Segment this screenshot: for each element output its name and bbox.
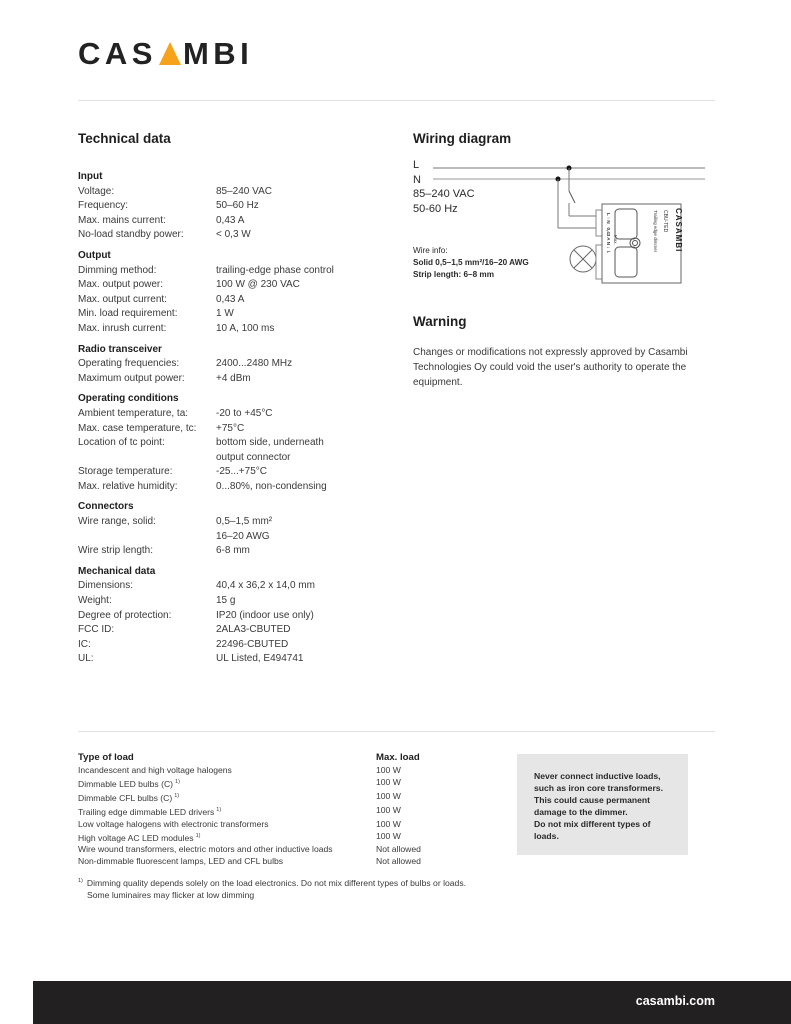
footnote-marker: 1)	[78, 878, 83, 884]
warning-text: Changes or modifications not expressly approved by Casambi Technologies Oy could void the user's authority to operate the equipment.	[413, 347, 688, 388]
load-type-cell	[78, 790, 376, 804]
spec-label: Min. load requirement:	[78, 308, 178, 320]
spec-value: 0,43 A	[216, 293, 245, 305]
device-max-label-group	[613, 235, 619, 249]
spec-row	[78, 579, 378, 594]
line-label: L	[413, 159, 420, 171]
spec-label: Dimming method:	[78, 264, 157, 276]
spec-row	[78, 185, 378, 200]
spec-value: -25...+75°C	[216, 466, 267, 478]
load-table-row	[78, 843, 456, 855]
spec-row	[78, 407, 378, 422]
footnote-ref: 1)	[174, 792, 180, 799]
spec-label: Max. output current:	[78, 293, 167, 305]
spec-value: 0...80%, non-condensing	[216, 480, 327, 492]
spec-row	[78, 372, 378, 387]
footnote-ref: 1)	[195, 832, 201, 839]
wire-info	[413, 245, 529, 281]
spec-label: Wire strip length:	[78, 545, 154, 557]
load-table-row	[78, 830, 456, 844]
spec-row	[78, 436, 378, 451]
spec-value: -20 to +45°C	[216, 407, 273, 419]
spec-row	[78, 307, 378, 322]
load-type-cell	[78, 776, 376, 790]
load-type: Dimmable CFL bulbs (C)	[78, 792, 173, 803]
spec-label: UL:	[78, 653, 94, 665]
spec-row	[78, 293, 378, 308]
voltage-label: 85–240 VAC	[413, 188, 475, 200]
spec-value: 100 W @ 230 VAC	[216, 279, 300, 291]
frequency-label: 50-60 Hz	[413, 202, 458, 215]
top-terminal-labels: L ↑ N	[606, 213, 611, 224]
spec-label	[78, 451, 216, 466]
spec-label: Wire range, solid:	[78, 516, 156, 528]
load-table-header	[78, 752, 456, 764]
spec-value: 10 A, 100 ms	[216, 322, 275, 334]
max-load: 100 W	[376, 830, 401, 841]
spec-label: Degree of protection:	[78, 609, 172, 621]
section-divider	[78, 731, 715, 732]
load-type: Incandescent and high voltage halogens	[78, 765, 232, 775]
footnote	[78, 875, 466, 901]
spec-value: < 0,3 W	[216, 229, 251, 241]
spec-row	[78, 544, 378, 559]
max-current: 0,43 A	[606, 227, 611, 241]
spec-value: 6-8 mm	[216, 545, 250, 557]
spec-value: 50–60 Hz	[216, 200, 259, 212]
device-model: CBU-TED	[662, 210, 668, 233]
load-type: Dimmable LED bulbs (C)	[78, 778, 174, 789]
note-line: Never connect inductive loads,	[534, 771, 661, 781]
technical-data-title: Technical data	[78, 131, 171, 146]
wire-info-range: Solid 0,5–1,5 mm²/16–20 AWG	[413, 258, 529, 267]
device-max-label: Max.	[613, 235, 618, 245]
spec-value: 0,5–1,5 mm²	[216, 516, 273, 528]
max-load: 100 W	[376, 777, 401, 787]
logo-text-left: CAS	[78, 36, 157, 71]
wiring-diagram	[413, 158, 713, 288]
spec-value: IP20 (indoor use only)	[216, 609, 314, 621]
device-terminal-labels	[604, 213, 612, 283]
note-line: damage to the dimmer.	[534, 807, 628, 817]
header-type-of-load: Type of load	[78, 752, 134, 763]
spec-row	[78, 480, 378, 495]
spec-section-title: Input	[78, 171, 103, 182]
load-table-row	[78, 764, 456, 776]
spec-value: bottom side, underneath	[216, 437, 324, 449]
spec-label: Storage temperature:	[78, 466, 173, 478]
spec-row	[78, 214, 378, 229]
footnote-ref: 1)	[175, 779, 180, 785]
note-line: This could cause permanent	[534, 795, 651, 805]
input-terminal-block	[596, 210, 602, 236]
spec-label: No-load standby power:	[78, 229, 184, 241]
spec-label: Max. case temperature, tc:	[78, 422, 197, 434]
spec-label: Frequency:	[78, 200, 129, 212]
spec-value: 2ALA3-CBUTED	[216, 624, 291, 636]
spec-row	[78, 422, 378, 437]
spec-label: Max. output power:	[78, 279, 164, 291]
technical-data-list	[78, 170, 378, 667]
spec-label: Operating frequencies:	[78, 358, 180, 370]
spec-label: Location of tc point:	[78, 437, 165, 449]
switch-icon	[569, 191, 575, 203]
spec-value: 40,4 x 36,2 x 14,0 mm	[216, 580, 315, 592]
spec-value: 85–240 VAC	[216, 185, 272, 197]
max-load: Not allowed	[376, 844, 421, 855]
load-type-cell	[78, 855, 376, 867]
output-connector	[615, 247, 637, 277]
device-label-group	[671, 208, 683, 280]
load-table-row	[78, 818, 456, 830]
header-max-load: Max. load	[376, 752, 420, 763]
footnote-line-2: Some luminaires may flicker at low dimming	[87, 889, 255, 900]
spec-row	[78, 228, 378, 243]
spec-row	[78, 465, 378, 480]
max-load: 100 W	[376, 790, 401, 801]
spec-row	[78, 451, 378, 466]
load-type-cell	[78, 830, 376, 844]
spec-section-title: Connectors	[78, 501, 134, 513]
spec-row	[78, 638, 378, 653]
spec-value: 0,43 A	[216, 214, 245, 226]
max-load: 100 W	[376, 818, 401, 829]
spec-row	[78, 515, 378, 530]
spec-label: Voltage:	[78, 185, 115, 197]
spec-label: Ambient temperature, ta:	[78, 407, 189, 419]
wire-info-strip: Strip length: 6–8 mm	[413, 270, 494, 279]
spec-value: 22496-CBUTED	[216, 638, 289, 650]
wiring-diagram-title: Wiring diagram	[413, 131, 512, 146]
load-type-cell	[78, 764, 376, 776]
spec-label	[78, 530, 216, 545]
logo-a-triangle-icon	[159, 42, 181, 65]
warning-title: Warning	[413, 314, 467, 329]
spec-row	[78, 652, 378, 667]
max-load: 100 W	[376, 804, 401, 815]
spec-value: +4 dBm	[216, 372, 251, 384]
casambi-logo	[78, 38, 253, 69]
load-table-row	[78, 855, 456, 867]
load-type: Non-dimmable fluorescent lamps, LED and CFL bulbs	[78, 856, 284, 867]
footnote-ref: 1)	[216, 806, 222, 813]
bottom-terminal-labels: N ↓ ⇂	[606, 241, 611, 254]
spec-row	[78, 322, 378, 337]
load-type: Low voltage halogens with electronic transformers	[78, 818, 269, 829]
neutral-label: N	[413, 173, 421, 186]
spec-value: trailing-edge phase control	[216, 264, 334, 276]
note-line: loads.	[534, 831, 559, 841]
spec-label: Maximum output power:	[78, 372, 185, 384]
device-model-group	[659, 210, 669, 282]
spec-value: output connector	[216, 451, 291, 463]
spec-value: 1 W	[216, 308, 234, 320]
note-line: such as iron core transformers.	[534, 783, 663, 793]
spec-label: IC:	[78, 638, 91, 650]
load-type: Wire wound transformers, electric motors and other inductive loads	[78, 844, 333, 855]
header-divider	[78, 100, 715, 101]
spec-label: Max. inrush current:	[78, 322, 167, 334]
spec-row	[78, 199, 378, 214]
load-type-cell	[78, 843, 376, 855]
load-table-row	[78, 776, 456, 790]
device-subtitle: Trailing edge dimmer	[653, 210, 658, 253]
footnote-line-1: Dimming quality depends solely on the load electronics. Do not mix different types of bulbs or loads.	[86, 877, 467, 888]
inductive-load-note	[517, 754, 688, 855]
spec-section-title: Output	[78, 249, 111, 261]
spec-row	[78, 609, 378, 624]
spec-section-title: Operating conditions	[78, 393, 179, 405]
load-table	[78, 752, 456, 867]
spec-section-title: Mechanical data	[78, 565, 156, 577]
spec-value: 16–20 AWG	[216, 530, 270, 542]
load-type-cell	[78, 818, 376, 830]
spec-row	[78, 623, 378, 638]
spec-row	[78, 530, 378, 545]
spec-label: Max. relative humidity:	[78, 480, 178, 492]
spec-label: FCC ID:	[78, 624, 115, 636]
spec-row	[78, 278, 378, 293]
load-table-row	[78, 804, 456, 818]
spec-value: UL Listed, E494741	[216, 653, 304, 665]
logo-text-right: MBI	[182, 36, 254, 71]
note-line: Do not mix different types of	[534, 819, 651, 829]
spec-row	[78, 357, 378, 372]
spec-row	[78, 594, 378, 609]
footer-bar	[33, 981, 791, 1024]
spec-label: Dimensions:	[78, 580, 134, 592]
spec-section-title: Radio transceiver	[78, 343, 162, 355]
load-type: Trailing edge dimmable LED drivers	[78, 806, 215, 817]
output-terminal-block	[596, 245, 602, 279]
load-table-row	[78, 790, 456, 804]
max-load: 100 W	[376, 765, 401, 775]
spec-value: 2400...2480 MHz	[216, 358, 293, 370]
spec-value: 15 g	[216, 595, 236, 607]
spec-label: Weight:	[78, 595, 112, 607]
device-brand: CASAMBI	[674, 208, 683, 253]
load-type: High voltage AC LED modules	[78, 832, 194, 843]
website-link[interactable]: casambi.com	[635, 994, 715, 1008]
device-subtitle-group	[651, 210, 659, 282]
spec-label: Max. mains current:	[78, 214, 166, 226]
spec-value: +75°C	[216, 422, 245, 434]
max-load: Not allowed	[376, 856, 421, 867]
note-text	[534, 770, 684, 842]
spec-row	[78, 264, 378, 279]
load-type-cell	[78, 804, 376, 818]
wire-info-title: Wire info:	[413, 246, 448, 255]
